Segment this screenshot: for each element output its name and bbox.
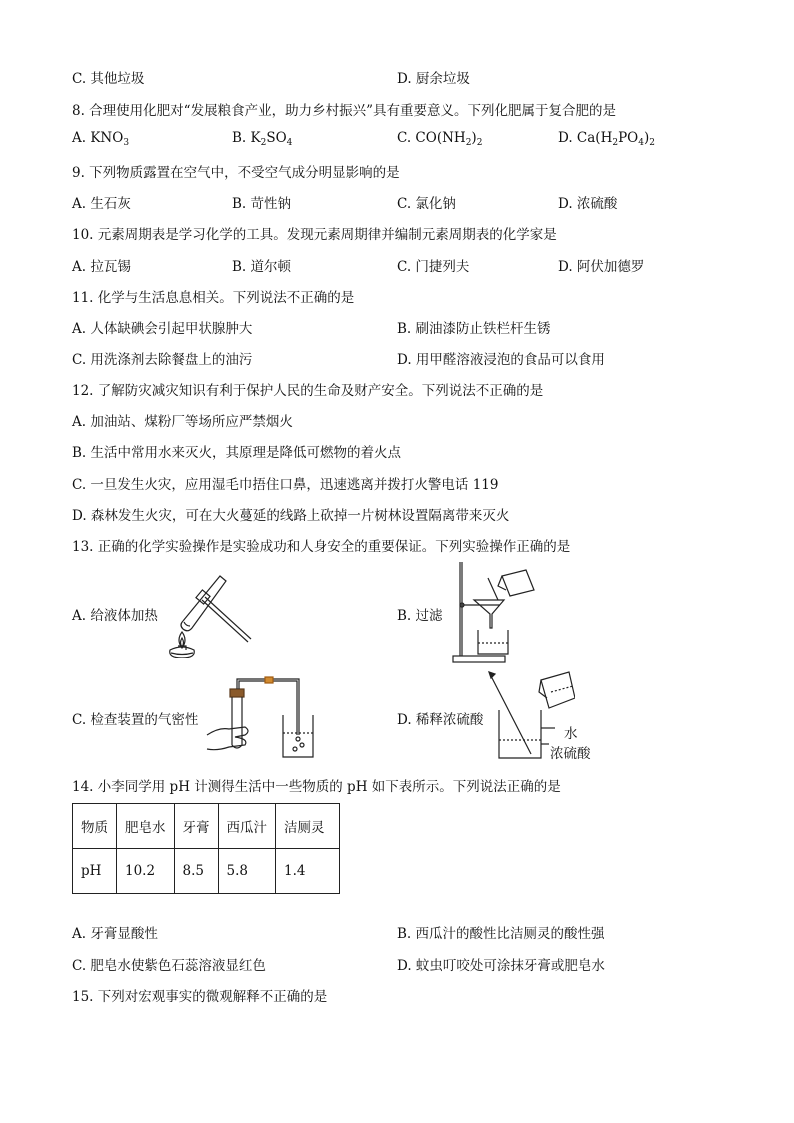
q14-option-b: B. 西瓜汁的酸性比洁厕灵的酸性强 (397, 926, 605, 942)
q11-option-a: A. 人体缺碘会引起甲状腺肿大 (72, 321, 253, 337)
table-cell: 西瓜汁 (218, 804, 276, 849)
filtration-figure (448, 560, 543, 665)
q11-option-c: C. 用洗涤剂去除餐盘上的油污 (72, 352, 253, 368)
q10-option-c: C. 门捷列夫 (397, 259, 470, 275)
q7-option-d: D. 厨余垃圾 (397, 71, 470, 87)
q13-stem: 13. 正确的化学实验操作是实验成功和人身安全的重要保证。下列实验操作正确的是 (72, 539, 571, 555)
q12-option-c: C. 一旦发生火灾，应用湿毛巾捂住口鼻，迅速逃离并拨打火警电话 119 (72, 477, 499, 493)
label-concentrated-acid: 浓硫酸 (550, 746, 591, 762)
airtightness-figure (205, 675, 325, 760)
table-cell: pH (73, 849, 117, 894)
table-cell: 牙膏 (174, 804, 218, 849)
q9-option-c: C. 氯化钠 (397, 196, 456, 212)
table-header-row (73, 804, 340, 849)
q13-option-b: B. 过滤 (397, 608, 443, 624)
q10-option-b: B. 道尔顿 (232, 259, 292, 275)
q11-stem: 11. 化学与生活息息相关。下列说法不正确的是 (72, 290, 355, 306)
table-cell: 洁厕灵 (276, 804, 340, 849)
q9-option-b: B. 苛性钠 (232, 196, 292, 212)
q10-option-a: A. 拉瓦锡 (72, 259, 131, 275)
q11-option-b: B. 刷油漆防止铁栏杆生锈 (397, 321, 551, 337)
ph-table (72, 803, 340, 894)
table-cell: 物质 (73, 804, 117, 849)
q13-option-a: A. 给液体加热 (72, 608, 158, 624)
q14-option-c: C. 肥皂水使紫色石蕊溶液显红色 (72, 958, 266, 974)
table-cell: 肥皂水 (117, 804, 175, 849)
q12-option-b: B. 生活中常用水来灭火，其原理是降低可燃物的着火点 (72, 445, 402, 461)
table-cell: 5.8 (218, 849, 276, 894)
q14-option-a: A. 牙膏显酸性 (72, 926, 158, 942)
q10-stem: 10. 元素周期表是学习化学的工具。发现元素周期律并编制元素周期表的化学家是 (72, 227, 557, 243)
q15-stem: 15. 下列对宏观事实的微观解释不正确的是 (72, 989, 328, 1005)
heating-liquid-figure (160, 570, 255, 658)
table-cell: 10.2 (117, 849, 175, 894)
q12-stem: 12. 了解防灾减灾知识有利于保护人民的生命及财产安全。下列说法不正确的是 (72, 383, 544, 399)
q8-option-c: C. $CO(NH_2)_2$ (397, 130, 483, 148)
q8-option-d: D. $Ca(H_2PO_4)_2$ (558, 130, 655, 148)
q13-option-c: C. 检查装置的气密性 (72, 712, 199, 728)
q8-option-b: B. $K_2SO_4$ (232, 130, 293, 148)
q11-option-d: D. 用甲醛溶液浸泡的食品可以食用 (397, 352, 605, 368)
table-cell: 1.4 (276, 849, 340, 894)
q10-option-d: D. 阿伏加德罗 (558, 259, 645, 275)
q9-option-d: D. 浓硫酸 (558, 196, 618, 212)
label-water: 水 (564, 726, 578, 742)
q9-stem: 9. 下列物质露置在空气中，不受空气成分明显影响的是 (72, 165, 400, 181)
q14-option-d: D. 蚊虫叮咬处可涂抹牙膏或肥皂水 (397, 958, 605, 974)
table-row (73, 849, 340, 894)
table-cell: 8.5 (174, 849, 218, 894)
q8-stem: 8. 合理使用化肥对“发展粮食产业，助力乡村振兴”具有重要意义。下列化肥属于复合肥的是 (72, 103, 616, 119)
q14-stem: 14. 小李同学用 pH 计测得生活中一些物质的 pH 如下表所示。下列说法正确的是 (72, 779, 561, 795)
q7-option-c: C. 其他垃圾 (72, 71, 145, 87)
q9-option-a: A. 生石灰 (72, 196, 131, 212)
q13-option-d: D. 稀释浓硫酸 (397, 712, 484, 728)
q12-option-d: D. 森林发生火灾，可在大火蔓延的线路上砍掉一片树林设置隔离带来灭火 (72, 508, 510, 524)
q12-option-a: A. 加油站、煤粉厂等场所应严禁烟火 (72, 414, 293, 430)
q8-option-a: A. $KNO_3$ (72, 130, 130, 148)
